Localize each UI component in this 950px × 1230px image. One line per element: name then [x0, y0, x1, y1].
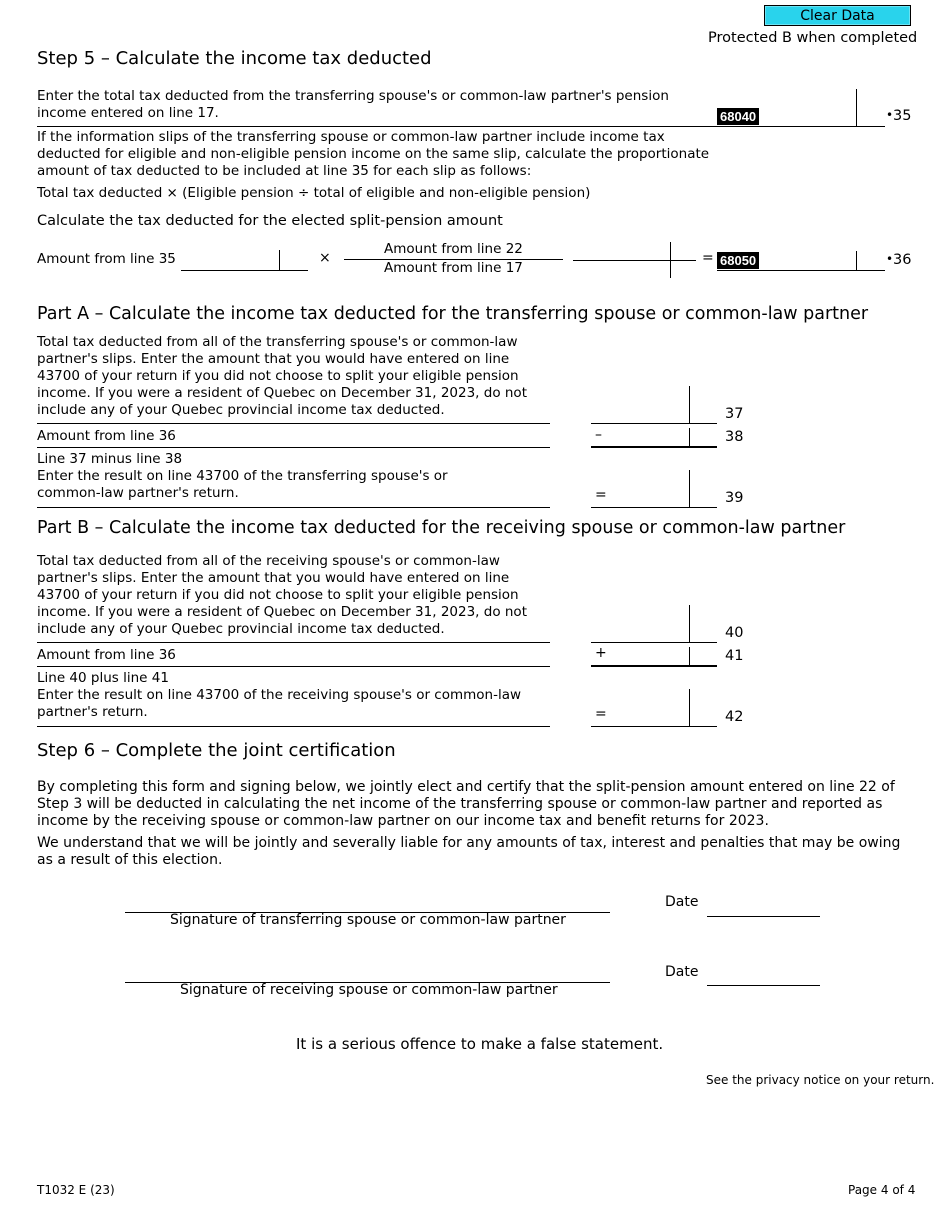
line37-text-rule: [37, 423, 550, 424]
line38-text-rule: [37, 447, 550, 448]
cert-text-3: income by the receiving spouse or common-law partner on our income tax and benefit returns for 2023.: [37, 813, 769, 829]
date-label-1: Date: [665, 894, 699, 910]
line37-text-5: include any of your Quebec provincial income tax deducted.: [37, 402, 445, 418]
line38-text: Amount from line 36: [37, 428, 176, 444]
clear-data-button[interactable]: Clear Data: [764, 5, 911, 26]
info-text-1: If the information slips of the transferring spouse or common-law partner include income tax: [37, 129, 665, 145]
date-label-2: Date: [665, 964, 699, 980]
line39-text-1: Line 37 minus line 38: [37, 451, 183, 467]
partB-title: Part B – Calculate the income tax deducted for the receiving spouse or common-law partner: [37, 518, 846, 538]
line35-rule: [37, 126, 885, 127]
line42-number: 42: [725, 709, 744, 725]
line40-rule: [591, 642, 717, 643]
line41-amount-field[interactable]: [608, 646, 692, 664]
cert-text-1: By completing this form and signing below, we jointly elect and certify that the split-pension amount entered on line 22 of: [37, 779, 895, 795]
calc-title: Calculate the tax deducted for the elected split-pension amount: [37, 213, 503, 229]
line40-text-rule: [37, 642, 550, 643]
receiving-signature-field[interactable]: [126, 960, 612, 980]
liability-text-2: as a result of this election.: [37, 852, 223, 868]
line40-number: 40: [725, 625, 744, 641]
amount-from-35-label: Amount from line 35: [37, 251, 176, 267]
line42-text-3: partner's return.: [37, 704, 148, 720]
line37-text-2: partner's slips. Enter the amount that you would have entered on line: [37, 351, 510, 367]
line37-text-3: 43700 of your return if you did not choose to split your eligible pension: [37, 368, 519, 384]
amount-from-35-field[interactable]: [182, 250, 282, 268]
equals-sign: =: [702, 250, 714, 266]
line42-cents-divider: [689, 689, 690, 726]
line37-cents-divider: [689, 386, 690, 423]
line39-text-rule: [37, 507, 550, 508]
line37-text-1: Total tax deducted from all of the transferring spouse's or common-law: [37, 334, 518, 350]
line38-rule: [591, 446, 717, 448]
line35-bullet: •: [886, 108, 894, 122]
fraction-result-field[interactable]: [573, 240, 673, 258]
offence-statement: It is a serious offence to make a false statement.: [296, 1035, 664, 1053]
privacy-notice: See the privacy notice on your return.: [706, 1073, 935, 1087]
line40-text-5: include any of your Quebec provincial income tax deducted.: [37, 621, 445, 637]
line36-amount-field[interactable]: [760, 250, 858, 268]
receiving-date-rule: [707, 985, 820, 986]
line35-amount-field[interactable]: [760, 106, 858, 124]
line38-amount-field[interactable]: [608, 427, 692, 445]
formula-text: Total tax deducted × (Eligible pension ÷ total of eligible and non-eligible pension): [37, 185, 591, 201]
line35-text-1: Enter the total tax deducted from the transferring spouse's or common-law partner's pension: [37, 88, 669, 104]
denominator-label: Amount from line 17: [384, 260, 523, 276]
equals-sign-42: =: [595, 706, 607, 722]
line41-rule: [591, 665, 717, 667]
line36-cents-divider: [856, 251, 857, 270]
step5-title: Step 5 – Calculate the income tax deducted: [37, 48, 432, 69]
line42-text-rule: [37, 726, 550, 727]
line42-rule: [591, 726, 717, 727]
line42-amount-field[interactable]: [608, 706, 692, 724]
line37-text-4: income. If you were a resident of Quebec on December 31, 2023, do not: [37, 385, 527, 401]
receiving-date-field[interactable]: [708, 964, 822, 984]
page-number: Page 4 of 4: [848, 1183, 916, 1197]
plus-sign: +: [595, 645, 607, 661]
line36-number: 36: [893, 252, 912, 268]
line41-number: 41: [725, 648, 744, 664]
line39-cents-divider: [689, 470, 690, 507]
equals-sign-39: =: [595, 487, 607, 503]
form-id: T1032 E (23): [37, 1183, 115, 1197]
line37-amount-field[interactable]: [592, 403, 690, 421]
line40-cents-divider: [689, 605, 690, 642]
numerator-label: Amount from line 22: [384, 241, 523, 257]
line37-rule: [591, 423, 717, 424]
fraction-result-divider: [670, 242, 671, 278]
transferring-date-rule: [707, 916, 820, 917]
times-sign: ×: [319, 250, 331, 266]
line35-code: 68040: [717, 108, 759, 125]
line35-cents-divider: [856, 89, 857, 126]
amount-from-35-rule: [181, 270, 308, 271]
transferring-signature-field[interactable]: [126, 890, 612, 910]
liability-text-1: We understand that we will be jointly and severally liable for any amounts of tax, interest and penalties that may be owing: [37, 835, 901, 851]
step6-title: Step 6 – Complete the joint certification: [37, 740, 396, 761]
protected-label: Protected B when completed: [708, 30, 918, 46]
receiving-signature-label: Signature of receiving spouse or common-law partner: [180, 982, 558, 998]
line40-text-3: 43700 of your return if you did not choose to split your eligible pension: [37, 587, 519, 603]
line38-number: 38: [725, 429, 744, 445]
transferring-signature-label: Signature of transferring spouse or common-law partner: [170, 912, 566, 928]
line40-text-4: income. If you were a resident of Quebec on December 31, 2023, do not: [37, 604, 527, 620]
fraction-result-rule: [573, 260, 696, 261]
line35-text-2: income entered on line 17.: [37, 105, 219, 121]
cert-text-2: Step 3 will be deducted in calculating the net income of the transferring spouse or common-law partner and reported as: [37, 796, 883, 812]
minus-sign: –: [595, 427, 602, 443]
line38-cents-divider: [689, 428, 690, 446]
transferring-date-field[interactable]: [708, 895, 822, 915]
line36-code: 68050: [717, 252, 759, 269]
line42-text-1: Line 40 plus line 41: [37, 670, 169, 686]
line39-rule: [591, 507, 717, 508]
line36-bullet: •: [886, 252, 894, 266]
line35-number: 35: [893, 108, 912, 124]
line41-text-rule: [37, 666, 550, 667]
line41-cents-divider: [689, 647, 690, 665]
info-text-3: amount of tax deducted to be included at line 35 for each slip as follows:: [37, 163, 532, 179]
line36-rule: [717, 270, 885, 271]
line40-text-1: Total tax deducted from all of the receiving spouse's or common-law: [37, 553, 500, 569]
partA-title: Part A – Calculate the income tax deducted for the transferring spouse or common-law partner: [37, 304, 869, 324]
info-text-2: deducted for eligible and non-eligible pension income on the same slip, calculate the proportionate: [37, 146, 710, 162]
amount-from-35-divider: [279, 250, 280, 270]
line39-amount-field[interactable]: [608, 487, 692, 505]
line40-text-2: partner's slips. Enter the amount that you would have entered on line: [37, 570, 510, 586]
line42-text-2: Enter the result on line 43700 of the receiving spouse's or common-law: [37, 687, 522, 703]
line41-text: Amount from line 36: [37, 647, 176, 663]
line37-number: 37: [725, 406, 744, 422]
line39-text-3: common-law partner's return.: [37, 485, 239, 501]
line39-text-2: Enter the result on line 43700 of the transferring spouse's or: [37, 468, 448, 484]
line40-amount-field[interactable]: [592, 622, 690, 640]
line39-number: 39: [725, 490, 744, 506]
